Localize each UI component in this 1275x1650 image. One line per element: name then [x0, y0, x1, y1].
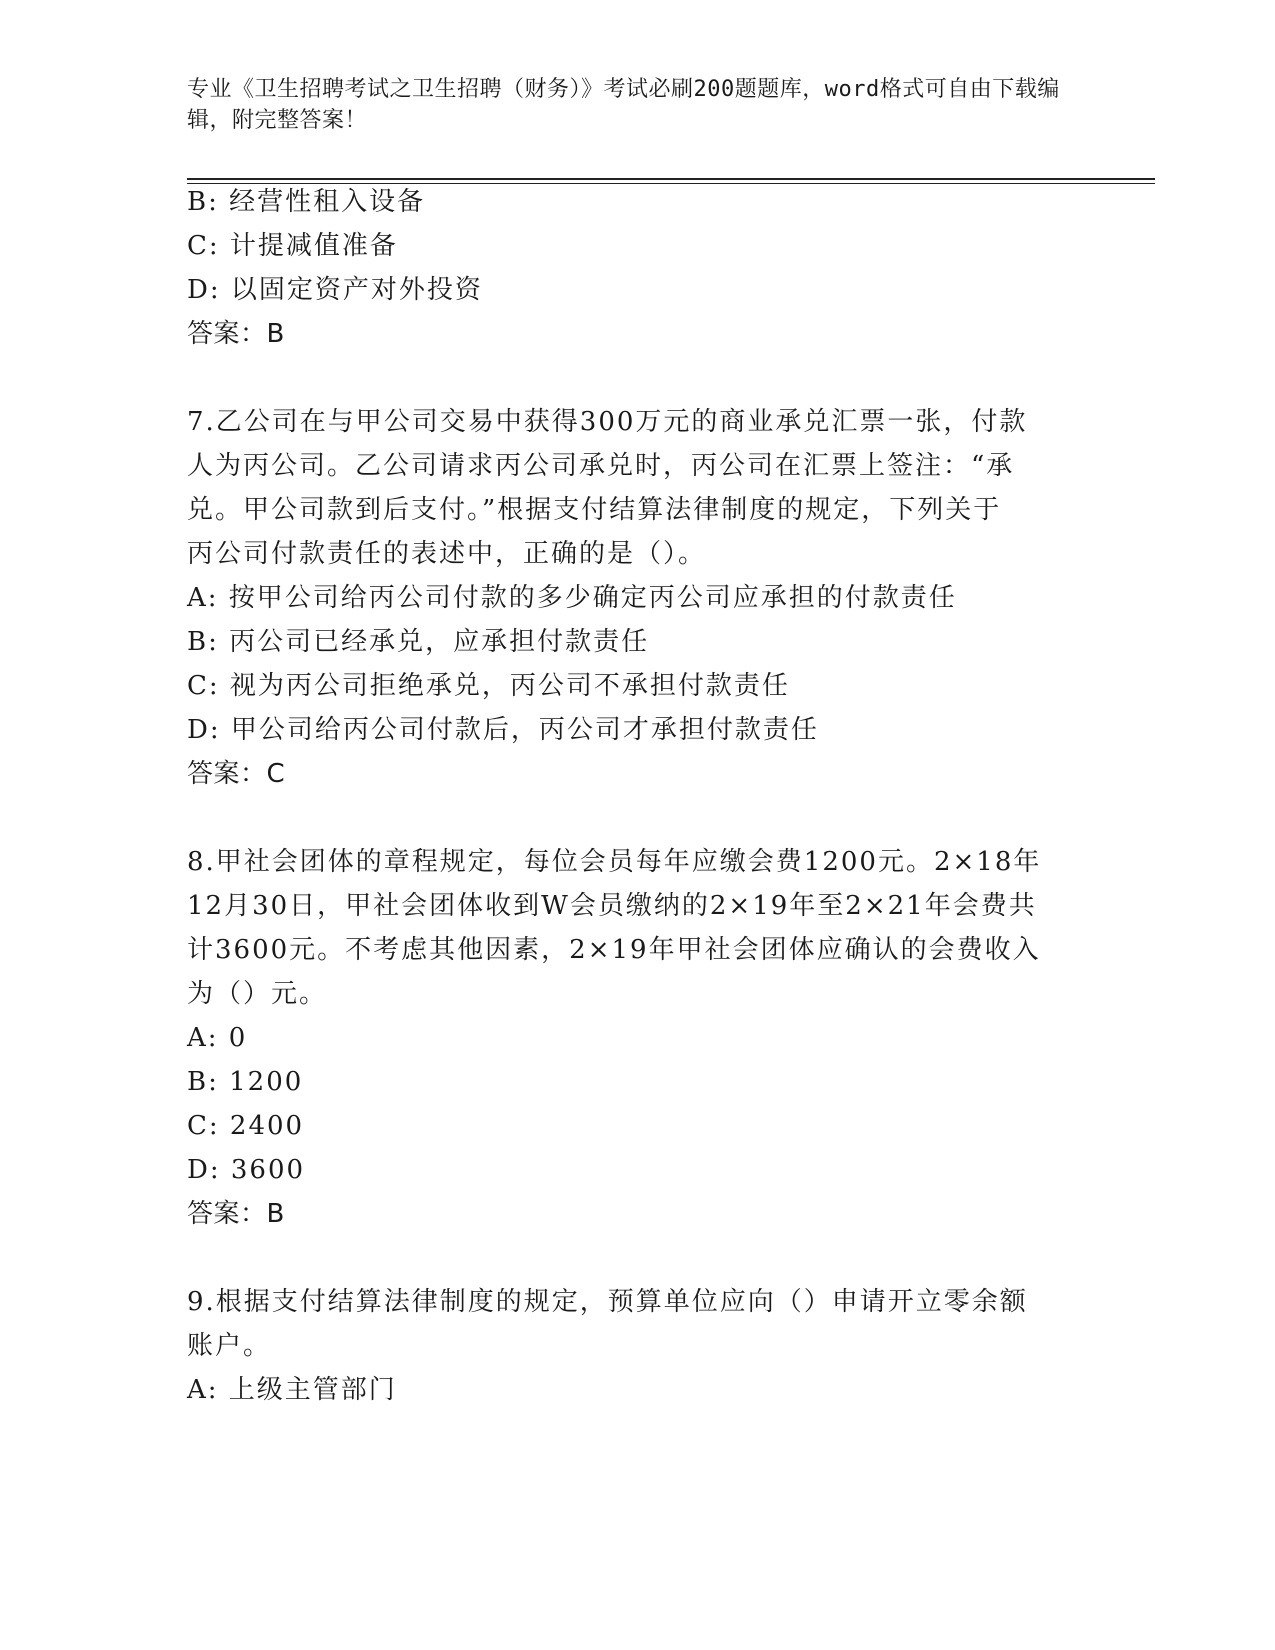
- q6-option-c: C: 计提减值准备: [187, 231, 398, 261]
- q9-option-a: A: 上级主管部门: [187, 1375, 397, 1405]
- q7-option-b: B: 丙公司已经承兑，应承担付款责任: [187, 627, 650, 657]
- document-header: 专业《卫生招聘考试之卫生招聘（财务）》考试必刷200题题库，word格式可自由下载编辑，附完整答案！: [187, 77, 1060, 133]
- q8-stem-line-2: 12月30日，甲社会团体收到W会员缴纳的2×19年至2×21年会费共: [187, 891, 1037, 921]
- q8-option-a: A: 0: [187, 1023, 248, 1053]
- q8-option-c: C: 2400: [187, 1111, 305, 1141]
- q8-stem-line-1: 8.甲社会团体的章程规定，每位会员每年应缴会费1200元。2×18年: [187, 847, 1042, 877]
- q8-stem-line-4: 为（）元。: [187, 979, 328, 1009]
- q7-stem-line-1: 7.乙公司在与甲公司交易中获得300万元的商业承兑汇票一张，付款: [187, 407, 1028, 437]
- q7-option-a: A: 按甲公司给丙公司付款的多少确定丙公司应承担的付款责任: [187, 583, 957, 613]
- q7-stem-line-2: 人为丙公司。乙公司请求丙公司承兑时，丙公司在汇票上签注：“承: [187, 451, 1015, 481]
- q8-answer: 答案：B: [187, 1199, 285, 1229]
- q9-stem-line-2: 账户。: [187, 1331, 272, 1361]
- header-rule-thick: [187, 178, 1155, 180]
- header-rule-thin: [187, 183, 1155, 184]
- q8-stem-line-3: 计3600元。不考虑其他因素，2×19年甲社会团体应确认的会费收入: [187, 935, 1041, 965]
- q7-stem-line-4: 丙公司付款责任的表述中，正确的是（）。: [187, 539, 707, 569]
- q8-option-b: B: 1200: [187, 1067, 304, 1097]
- q8-option-d: D: 3600: [187, 1155, 306, 1185]
- q9-stem-line-1: 9.根据支付结算法律制度的规定，预算单位应向（）申请开立零余额: [187, 1287, 1028, 1317]
- q6-option-d: D: 以固定资产对外投资: [187, 275, 483, 305]
- q6-option-b: B: 经营性租入设备: [187, 187, 426, 217]
- q7-answer: 答案：C: [187, 759, 286, 789]
- q6-answer: 答案：B: [187, 319, 285, 349]
- q7-stem-line-3: 兑。甲公司款到后支付。”根据支付结算法律制度的规定，下列关于: [187, 495, 1002, 525]
- q7-option-c: C: 视为丙公司拒绝承兑，丙公司不承担付款责任: [187, 671, 790, 701]
- q7-option-d: D: 甲公司给丙公司付款后，丙公司才承担付款责任: [187, 715, 819, 745]
